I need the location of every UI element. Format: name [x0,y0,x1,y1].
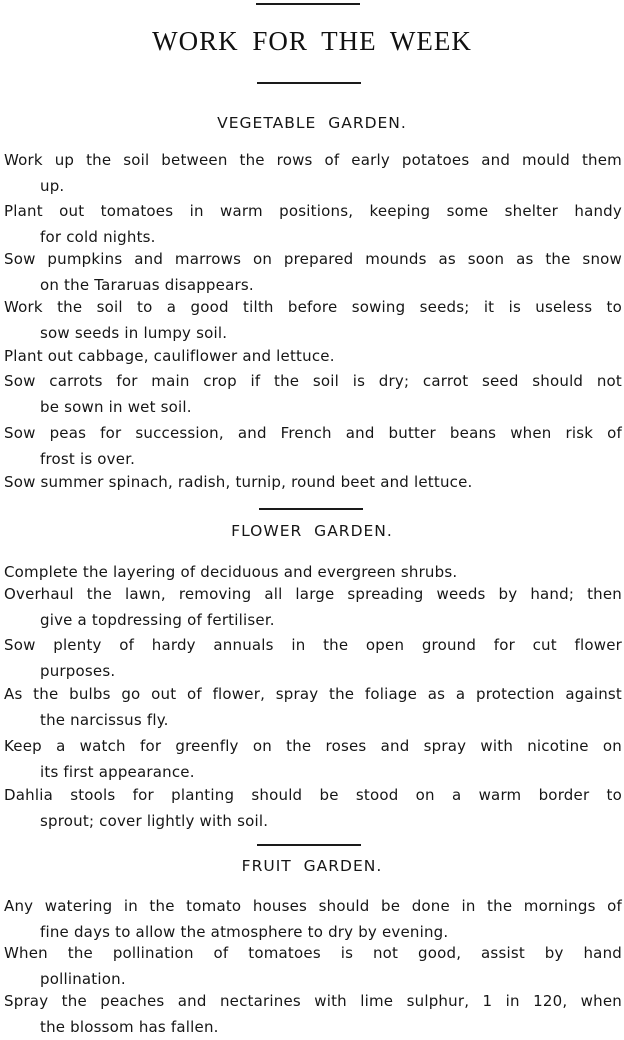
item-line-continued: pollination. [40,970,126,988]
list-item [4,893,622,945]
list-item [4,294,622,346]
list-item [4,733,622,785]
item-line: Work up the soil between the rows of early potatoes and mould them [4,151,622,169]
title-rule [257,82,361,84]
list-item [4,343,622,369]
list-item [4,469,622,495]
item-line: Overhaul the lawn, removing all large spreading weeds by hand; then [4,585,622,603]
list-item [4,940,622,992]
top-rule [256,3,360,5]
section-rule [259,508,363,510]
item-line-continued: on the Tararuas disappears. [40,276,254,294]
item-line-continued: the blossom has fallen. [40,1018,219,1036]
item-line: Plant out cabbage, cauliflower and lettuce. [4,347,335,365]
list-item [4,681,622,733]
list-item [4,632,622,684]
item-line: Plant out tomatoes in warm positions, keeping some shelter handy [4,202,622,220]
item-line: Sow summer spinach, radish, turnip, round beet and lettuce. [4,473,473,491]
item-line: Complete the layering of deciduous and evergreen shrubs. [4,563,458,581]
item-line-continued: purposes. [40,662,116,680]
item-line-continued: frost is over. [40,450,136,468]
item-line-continued: its first appearance. [40,763,195,781]
item-line: Sow pumpkins and marrows on prepared mounds as soon as the snow [4,250,622,268]
item-line-continued: sprout; cover lightly with soil. [40,812,269,830]
item-line-continued: give a topdressing of fertiliser. [40,611,275,629]
item-line: Spray the peaches and nectarines with lime sulphur, 1 in 120, when [4,992,622,1010]
list-item [4,988,622,1040]
section-heading-flower: FLOWER GARDEN. [231,522,393,540]
item-line-continued: sow seeds in lumpy soil. [40,324,228,342]
item-line: Sow peas for succession, and French and butter beans when risk of [4,424,622,442]
section-rule [257,844,361,846]
item-line-continued: for cold nights. [40,228,156,246]
item-line: Any watering in the tomato houses should be done in the mornings of [4,897,622,915]
section-heading-fruit: FRUIT GARDEN. [241,857,383,875]
item-line: As the bulbs go out of flower, spray the foliage as a protection against [4,685,622,703]
page-title: WORK FOR THE WEEK [152,26,472,56]
item-line-continued: up. [40,177,65,195]
item-line: When the pollination of tomatoes is not good, assist by hand [4,944,622,962]
item-line: Sow carrots for main crop if the soil is dry; carrot seed should not [4,372,622,390]
list-item [4,581,622,633]
item-line: Keep a watch for greenfly on the roses and spray with nicotine on [4,737,622,755]
item-line: Work the soil to a good tilth before sowing seeds; it is useless to [4,298,622,316]
item-line-continued: fine days to allow the atmosphere to dry by evening. [40,923,449,941]
item-line-continued: be sown in wet soil. [40,398,192,416]
list-item [4,246,622,298]
item-line-continued: the narcissus fly. [40,711,169,729]
list-item [4,782,622,834]
list-item [4,420,622,472]
list-item [4,147,622,199]
item-line: Sow plenty of hardy annuals in the open ground for cut flower [4,636,622,654]
section-heading-vegetable: VEGETABLE GARDEN. [217,114,407,132]
list-item [4,198,622,250]
item-line: Dahlia stools for planting should be stood on a warm border to [4,786,622,804]
list-item [4,368,622,420]
